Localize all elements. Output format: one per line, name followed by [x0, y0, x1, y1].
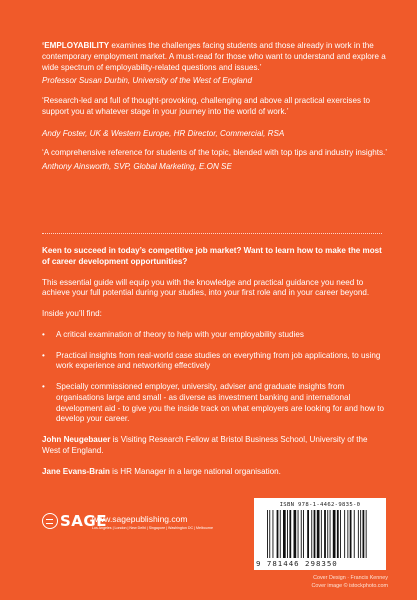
cover-design-credit: Cover Design · Francis Kenney: [313, 575, 388, 581]
barcode-bar: [287, 510, 288, 558]
sage-logo-icon: [42, 513, 58, 529]
bullet-icon: •: [42, 382, 45, 391]
endorsement-quote: [42, 41, 388, 87]
author-name: John Neugebauer: [42, 435, 111, 444]
cover-credits: [312, 575, 388, 591]
barcode-bar: [360, 510, 361, 558]
barcode-bar: [340, 510, 341, 558]
barcode-bar: [350, 510, 352, 558]
barcode-bar: [321, 510, 322, 558]
barcode-bar: [337, 510, 339, 558]
quote-text: [42, 41, 388, 73]
quote-attribution: Anthony Ainsworth, SVP, Global Marketing, E.ON SE: [42, 162, 232, 171]
quote-body: ‘A comprehensive reference for students of the topic, blended with top tips and industry insights.’: [42, 148, 388, 158]
barcode-bar: [317, 510, 320, 558]
barcode-bar: [269, 510, 270, 558]
publisher-url: www.sagepublishing.com: [92, 514, 188, 524]
book-description: [42, 246, 388, 487]
barcode-bar: [311, 510, 312, 558]
barcode-icon: [267, 510, 371, 558]
list-item-text: Specially commissioned employer, university, adviser and graduate insights from organisations large and small - as diverse as investment banking and international development aid - to give you the inside track on what employers are looking for and how to develop your career.: [56, 382, 384, 424]
barcode-bar: [298, 510, 299, 558]
bullet-icon: •: [42, 329, 45, 339]
sage-logo-wordmark: SAGE: [60, 512, 107, 530]
ean-digits: 9 781446 298350: [256, 559, 338, 568]
barcode-bar: [333, 510, 336, 558]
barcode-bar: [344, 510, 345, 558]
publisher-cities: Los Angeles | London | New Delhi | Singapore | Washington DC | Melbourne: [92, 526, 214, 530]
barcode-bar: [330, 510, 331, 558]
dotted-divider: [42, 233, 382, 234]
headline: Keen to succeed in today’s competitive job market? Want to learn how to make the most of career development opportunities?: [42, 246, 382, 266]
cover-image-credit: Cover image © istockphoto.com: [311, 582, 388, 589]
list-item-text: A critical examination of theory to help with your employability studies: [56, 329, 304, 339]
author-bio: [42, 435, 388, 457]
barcode-bar: [366, 510, 367, 558]
barcode-bar: [363, 510, 365, 558]
barcode-bar: [303, 510, 304, 558]
barcode-bar: [289, 510, 291, 558]
barcode-bar: [314, 510, 316, 558]
inside-label: Inside you’ll find:: [42, 309, 102, 318]
barcode-bar: [307, 510, 309, 558]
list-item: [42, 351, 388, 373]
intro-paragraph: This essential guide will equip you with the knowledge and practical guidance you need to achieve your full potential during your studies, into your first role and in your career beyond.: [42, 277, 370, 298]
quote-body: examines the challenges facing students and those already in work in the contemporary employment market. A must-read for those who want to understand and explore a wide spectrum of employability-related questions and issues.’: [42, 41, 386, 72]
barcode-bar: [301, 510, 302, 558]
quote-attribution: Andy Foster, UK & Western Europe, HR Director, Commercial, RSA: [42, 128, 285, 138]
barcode-bar: [273, 510, 274, 558]
isbn-label: ISBN 978-1-4462-9835-0: [279, 502, 361, 508]
author-name: Jane Evans-Brain: [42, 466, 110, 476]
endorsement-quote: [42, 96, 388, 139]
author-bio-text: is Visiting Research Fellow at Bristol Business School, University of the West of England.: [42, 435, 368, 455]
barcode-bar: [324, 510, 326, 558]
list-item-text: Practical insights from real-world case studies on everything from job applications, to using work experience and networking effectively: [56, 350, 381, 371]
bullet-icon: •: [42, 350, 45, 360]
barcode-bar: [277, 510, 279, 558]
author-bio: [42, 467, 388, 478]
endorsements: [42, 41, 388, 182]
list-item: [42, 330, 388, 341]
barcode-bar: [294, 510, 297, 558]
back-cover-footer: [42, 497, 388, 577]
quote-lead: ‘EMPLOYABILITY: [42, 41, 110, 50]
endorsement-quote: [42, 148, 388, 173]
barcode-bar: [358, 510, 359, 558]
barcode-bar: [280, 510, 281, 558]
list-item: [42, 382, 388, 425]
author-bio-text: is HR Manager in a large national organisation.: [109, 466, 281, 476]
quote-attribution: Professor Susan Durbin, University of the West of England: [42, 76, 252, 86]
isbn-barcode: [254, 498, 386, 570]
barcode-bar: [347, 510, 348, 558]
quote-body: ‘Research-led and full of thought-provoking, challenging and above all practical exercises to support you at whatever stage in your journey into the world of work.’: [42, 96, 370, 116]
barcode-bar: [267, 510, 268, 558]
barcode-bar: [327, 510, 328, 558]
feature-list: [42, 330, 388, 425]
barcode-bar: [354, 510, 355, 558]
barcode-bar: [283, 510, 286, 558]
